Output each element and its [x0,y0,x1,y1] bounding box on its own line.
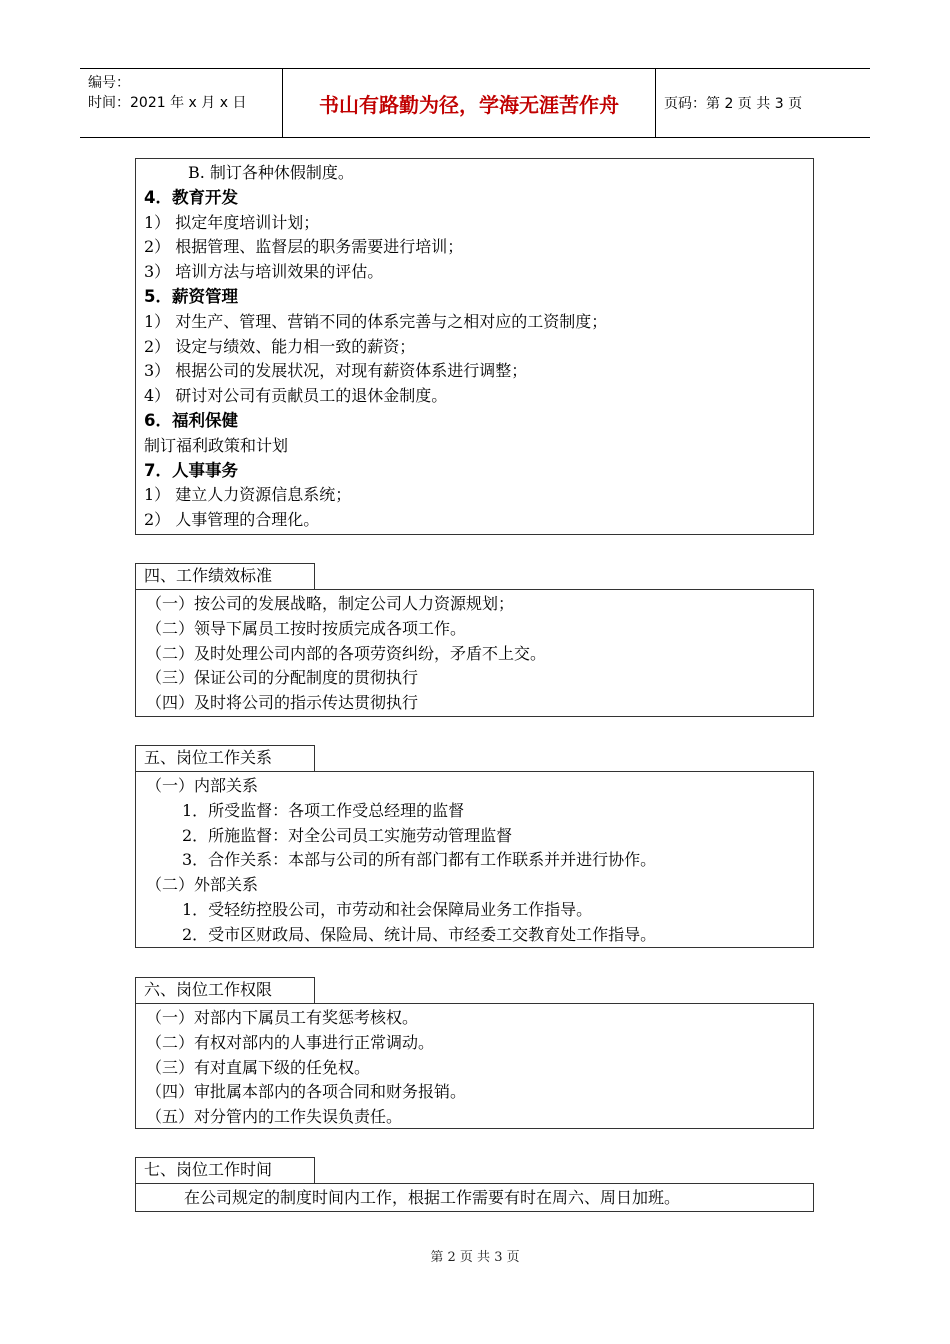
list-item: 2．受市区财政局、保险局、统计局、市经委工交教育处工作指导。 [182,924,657,944]
list-item: 2） 根据管理、监督层的职务需要进行培训； [144,237,464,257]
work-hours-title: 七、岗位工作时间 [135,1157,315,1183]
section-heading: 4．教育开发 [144,187,238,207]
list-item: （四）审批属本部内的各项合同和财务报销。 [146,1082,467,1102]
list-item: 3） 根据公司的发展状况，对现有薪资体系进行调整； [144,361,528,381]
list-item: （二）外部关系 [146,875,259,895]
list-item: 3．合作关系：本部与公司的所有部门都有工作联系并并进行协作。 [182,850,657,870]
list-item: （二）领导下属员工按时按质完成各项工作。 [146,618,467,638]
list-item: （四）及时将公司的指示传达贯彻执行 [146,693,419,713]
job-relations-title: 五、岗位工作关系 [135,745,315,771]
doc-number-label: 编号： [88,75,130,91]
performance-standards-box [135,589,814,717]
list-item: （三）保证公司的分配制度的贯彻执行 [146,668,419,688]
list-item: （三）有对直属下级的任免权。 [146,1057,371,1077]
performance-standards-title: 四、工作绩效标准 [135,563,315,589]
list-item: B. 制订各种休假制度。 [188,163,354,182]
page-header [80,68,870,138]
job-authority-title: 六、岗位工作权限 [135,977,315,1003]
list-item: （一）对部内下属员工有奖惩考核权。 [146,1008,419,1027]
list-item: （一）内部关系 [146,776,259,795]
section-heading: 5．薪资管理 [144,286,238,306]
list-item: 1．所受监督：各项工作受总经理的监督 [182,800,465,820]
list-item: 2） 设定与绩效、能力相一致的薪资； [144,336,416,356]
list-item: 2．所施监督：对全公司员工实施劳动管理监督 [182,825,513,845]
list-item: 1） 建立人力资源信息系统； [144,485,352,505]
doc-date: 时间：2021 年 x 月 x 日 [88,95,247,111]
list-item: （二）有权对部内的人事进行正常调动。 [146,1032,435,1052]
list-item: 制订福利政策和计划 [144,435,289,455]
work-hours-box [135,1183,814,1212]
list-item: （五）对分管内的工作失误负责任。 [146,1107,403,1127]
list-item: 在公司规定的制度时间内工作，根据工作需要有时在周六、周日加班。 [184,1188,681,1207]
header-meta [88,73,246,113]
job-authority-box [135,1003,814,1129]
list-item: （二）及时处理公司内部的各项劳资纠纷，矛盾不上交。 [146,643,547,663]
section-heading: 6．福利保健 [144,410,238,430]
list-item: （一）按公司的发展战略，制定公司人力资源规划； [146,594,515,613]
page-footer: 第 2 页 共 3 页 [430,1250,520,1265]
header-page-info: 页码：第 2 页 共 3 页 [664,96,803,112]
list-item: 1） 对生产、管理、营销不同的体系完善与之相对应的工资制度； [144,311,608,331]
job-relations-box [135,771,814,948]
duties-box [135,158,814,535]
header-divider [655,69,656,137]
list-item: 1） 拟定年度培训计划； [144,212,320,232]
list-item: 2） 人事管理的合理化。 [144,510,320,530]
list-item: 4） 研讨对公司有贡献员工的退休金制度。 [144,386,448,406]
list-item: 3） 培训方法与培训效果的评估。 [144,262,384,282]
list-item: 1．受轻纺控股公司，市劳动和社会保障局业务工作指导。 [182,899,593,919]
section-heading: 7．人事事务 [144,460,238,480]
header-motto: 书山有路勤为径，学海无涯苦作舟 [319,92,619,117]
